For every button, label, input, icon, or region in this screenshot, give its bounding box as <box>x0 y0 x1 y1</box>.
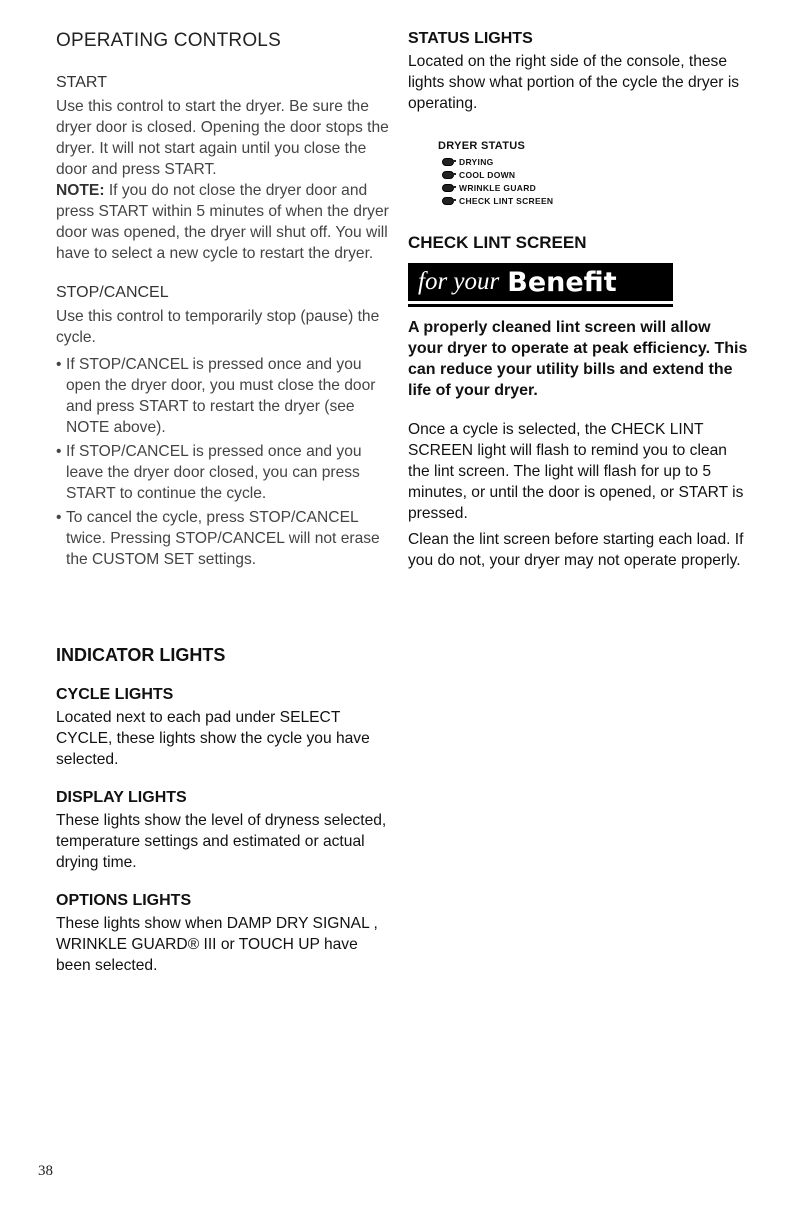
status-item-label: DRYING <box>459 156 494 167</box>
check-lint-screen-heading: CHECK LINT SCREEN <box>408 233 587 252</box>
status-light-icon <box>442 158 454 166</box>
list-item: • If STOP/CANCEL is pressed once and you leave the dryer door closed, you can press START to continue the cycle. <box>56 441 396 504</box>
stop-cancel-text: Use this control to temporarily stop (pause) the cycle. <box>56 308 380 346</box>
status-light-icon <box>442 184 454 192</box>
options-lights-heading: OPTIONS LIGHTS <box>56 892 192 909</box>
status-item-drying <box>442 155 748 168</box>
indicator-lights-title: INDICATOR LIGHTS <box>56 645 226 665</box>
indicator-lights-section <box>56 645 396 976</box>
stop-cancel-bullets <box>56 354 396 570</box>
cycle-lights-heading: CYCLE LIGHTS <box>56 686 174 703</box>
status-light-icon <box>442 197 454 205</box>
check-lint-para-1: Once a cycle is selected, the CHECK LINT SCREEN light will flash to remind you to clean the lint screen. The light will flash for up to 5 minutes, or until the door is opened, or START is pressed. <box>408 421 744 522</box>
right-column <box>408 30 748 571</box>
start-note <box>56 180 396 264</box>
cycle-lights-text: Located next to each pad under SELECT CYCLE, these lights show the cycle you have selected. <box>56 709 370 768</box>
status-item-check-lint-screen <box>442 194 748 207</box>
banner-bold-text: Benefit <box>507 266 617 298</box>
status-light-icon <box>442 171 454 179</box>
status-item-wrinkle-guard <box>442 181 748 194</box>
list-item: • If STOP/CANCEL is pressed once and you open the dryer door, you must close the door and press START to restart the dryer (see NOTE above). <box>56 354 396 438</box>
dryer-status-title: DRYER STATUS <box>438 140 526 152</box>
for-your-benefit-banner <box>408 263 673 301</box>
status-lights-heading: STATUS LIGHTS <box>408 30 533 47</box>
status-item-cool-down <box>442 168 748 181</box>
operating-controls-title: OPERATING CONTROLS <box>56 30 281 51</box>
page-number: 38 <box>38 1163 53 1179</box>
banner-italic-text: for your <box>418 268 500 295</box>
display-lights-text: These lights show the level of dryness selected, temperature settings and estimated or actual drying time. <box>56 812 387 871</box>
start-heading: START <box>56 74 107 91</box>
status-item-label: CHECK LINT SCREEN <box>459 195 554 206</box>
benefit-text: A properly cleaned lint screen will allow your dryer to operate at peak efficiency. This can reduce your utility bills and extend the life of your dryer. <box>408 319 748 399</box>
stop-cancel-heading: STOP/CANCEL <box>56 284 169 301</box>
left-column <box>56 30 396 573</box>
display-lights-heading: DISPLAY LIGHTS <box>56 789 187 806</box>
options-lights-text: These lights show when DAMP DRY SIGNAL , WRINKLE GUARD® III or TOUCH UP have been selected. <box>56 915 378 974</box>
status-item-label: WRINKLE GUARD <box>459 182 537 193</box>
dryer-status-panel <box>438 140 748 207</box>
check-lint-para-2: Clean the lint screen before starting each load. If you do not, your dryer may not operate properly. <box>408 531 744 569</box>
start-text: Use this control to start the dryer. Be sure the dryer door is closed. Opening the door stops the dryer. It will not start again until you close the door and press START. <box>56 98 389 178</box>
note-label: NOTE: <box>56 182 105 199</box>
note-text: If you do not close the dryer door and press START within 5 minutes of when the dryer door was opened, the dryer will shut off. You will have to select a new cycle to restart the dryer. <box>56 182 389 262</box>
status-lights-text: Located on the right side of the console, these lights show what portion of the cycle the dryer is operating. <box>408 53 740 112</box>
status-item-label: COOL DOWN <box>459 169 516 180</box>
banner-rule <box>408 304 673 307</box>
list-item: • To cancel the cycle, press STOP/CANCEL twice. Pressing STOP/CANCEL will not erase the CUSTOM SET settings. <box>56 507 396 570</box>
